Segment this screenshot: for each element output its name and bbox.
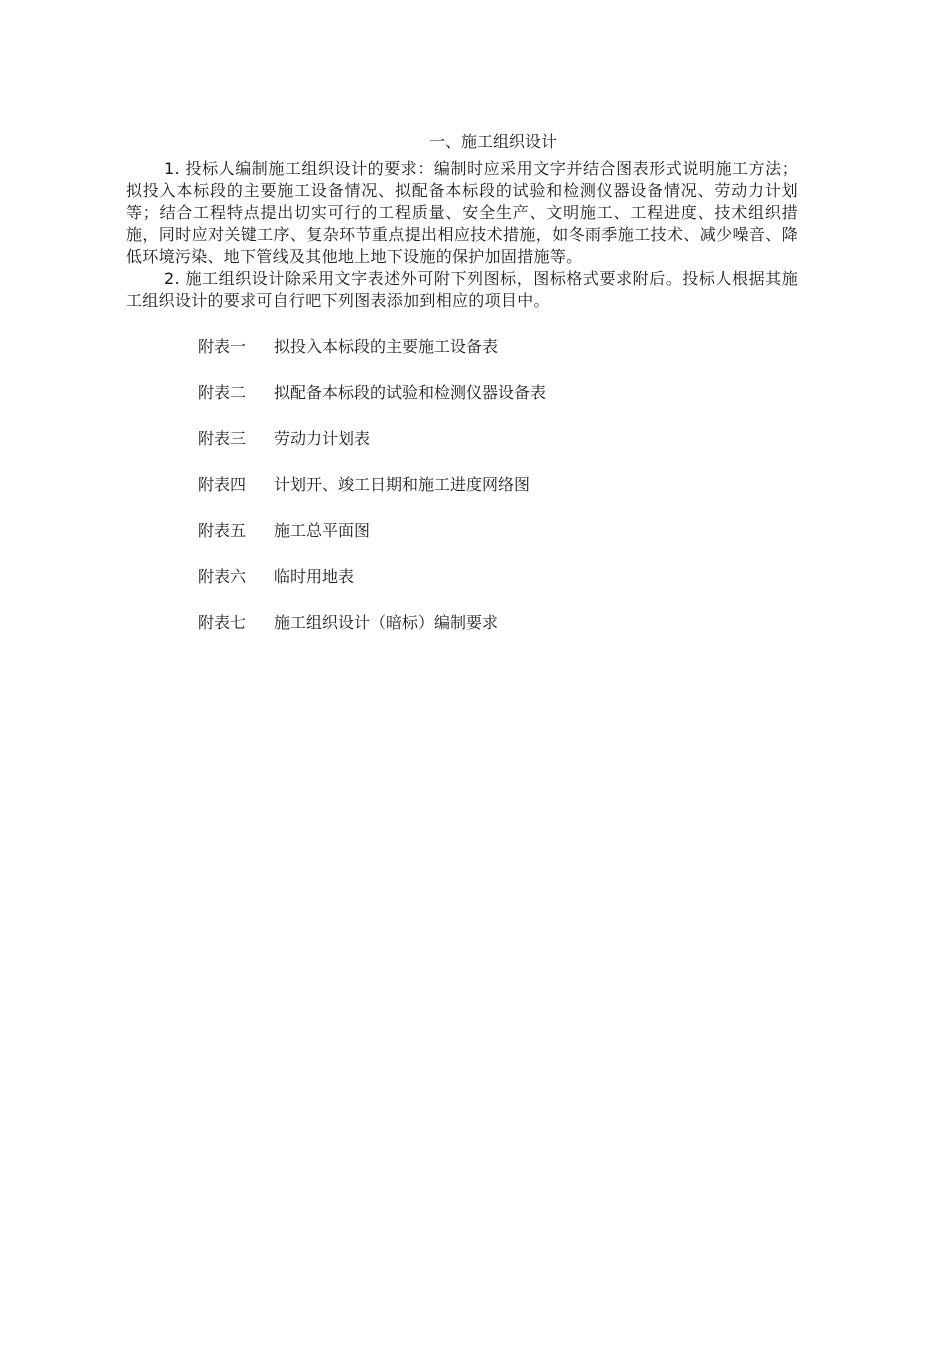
attachment-number: 附表二 [198, 383, 247, 402]
attachment-number: 附表一 [198, 337, 247, 356]
attachment-name: 劳动力计划表 [274, 429, 371, 448]
attachment-number: 附表三 [198, 429, 247, 448]
attachment-number: 附表五 [198, 521, 247, 540]
attachment-name: 计划开、竣工日期和施工进度网络图 [274, 475, 531, 494]
attachment-item [198, 612, 798, 634]
attachment-item [198, 520, 798, 542]
paragraph-requirements: 1. 投标人编制施工组织设计的要求：编制时应采用文字并结合图表形式说明施工方法；拟投入本标段的主要施工设备情况、拟配备本标段的试验和检测仪器设备情况、劳动力计划等；结合工程特点提出切实可行的工程质量、安全生产、文明施工、工程进度、技术组织措施，同时应对关键工序、复杂环节重点提出相应技术措施，如冬雨季施工技术、减少噪音、降低环境污染、地下管线及其他地上地下设施的保护加固措施等。 [126, 159, 798, 266]
attachment-item [198, 474, 798, 496]
attachment-number: 附表七 [198, 613, 247, 632]
attachment-name: 施工组织设计（暗标）编制要求 [274, 613, 499, 632]
attachment-list [126, 336, 798, 634]
document-content [126, 130, 798, 658]
attachment-name: 拟投入本标段的主要施工设备表 [274, 337, 499, 356]
attachment-item [198, 566, 798, 588]
attachment-item [198, 336, 798, 358]
attachment-name: 拟配备本标段的试验和检测仪器设备表 [274, 383, 547, 402]
attachment-name: 临时用地表 [274, 567, 355, 586]
paragraph-attachments-note: 2. 施工组织设计除采用文字表述外可附下列图标，图标格式要求附后。投标人根据其施工组织设计的要求可自行吧下列图表添加到相应的项目中。 [126, 269, 798, 310]
attachment-number: 附表四 [198, 475, 247, 494]
attachment-item [198, 428, 798, 450]
section-title: 一、施工组织设计 [428, 132, 557, 151]
attachment-item [198, 382, 798, 404]
attachment-name: 施工总平面图 [274, 521, 371, 540]
attachment-number: 附表六 [198, 567, 247, 586]
